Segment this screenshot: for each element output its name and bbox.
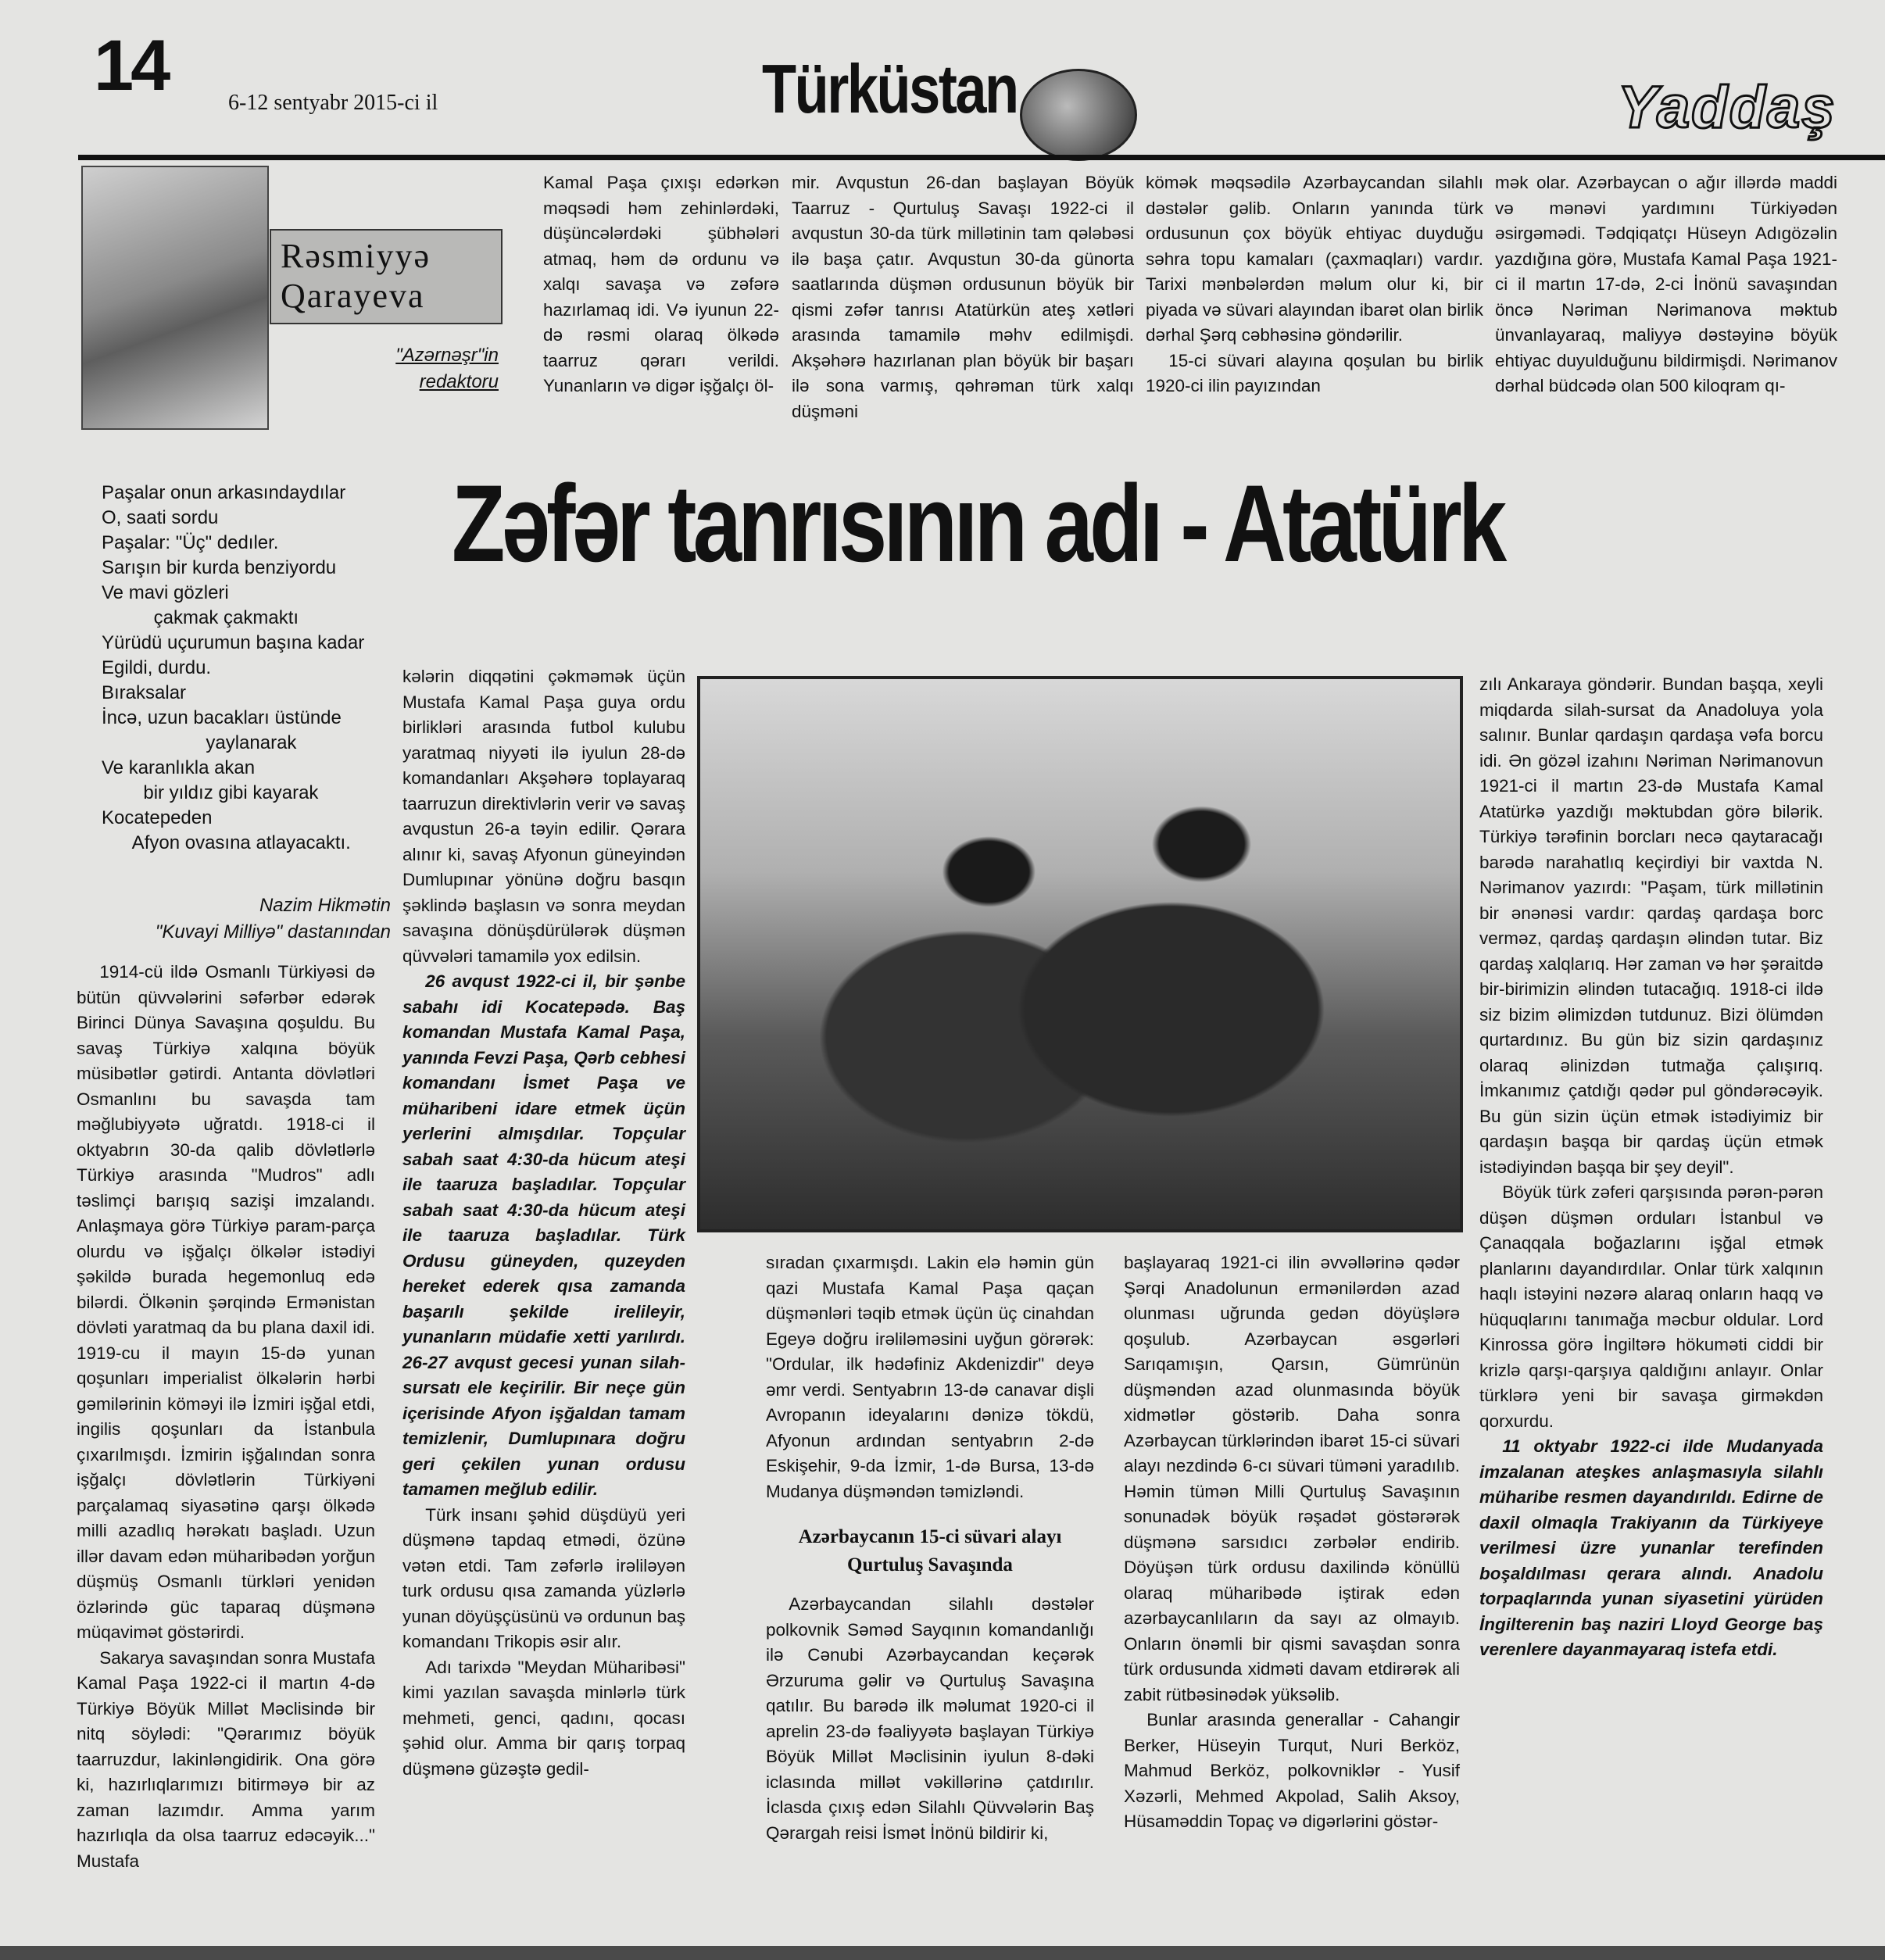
paragraph: Azərbaycandan silahlı dəstələr polkovnik Səməd Sayqının komandanlığı ilə Cənubi Azərbaycandan keçərək Ərzuruma gəlir və Qurtuluş Savaşına qatılır. Bu barədə ilk məlumat 1920-ci il aprelin 23-də fəaliyyətə başlayan Türkiyə Böyük Millət Məclisinin iyulun 8-dəki iclasında millət vəkillərinə çatdırılır. İclasda çıxış edən Silahlı Qüvvələrin Baş Qərargah reisi İsmət İnönü bildirir ki, — [766, 1594, 1094, 1843]
author-role — [366, 342, 499, 395]
paragraph: 15-ci süvari alayına qoşulan bu birlik 1920-ci ilin payızından — [1146, 350, 1483, 395]
paragraph: Böyük türk zəferi qarşısında pərən-pərən düşən düşmən orduları İstanbul və Çanaqqala boğazlarını işğal etmək planlarını dayandırdılar. Onlar türk xalqının haqlı istəyini nəzərə alaraq onların haqq və hüquqlarını tanımağa məcbur oldular. Lord Kinrossa görə İngiltərə hökuməti ciddi bir krizlə qarşı-qarşıya qaldığını anlayır. Onlar türklərə yeni bir savaşa girməkdən qorxurdu. — [1479, 1182, 1823, 1431]
paragraph: mək olar. Azərbaycan o ağır illərdə maddi və mənəvi yardımını Türkiyədən əsirgəmədi. Tədqiqatçı Hüseyn Adıgözəlin yazdığına görə, Mustafa Kamal Paşa 1921-ci il martın 17-də, 2-ci İnönü savaşından öncə Nəriman Nərimanova məktub ünvanlayaraq, maliyyə dəstəyinə böyük ehtiyac duyulduğunu bildirmişdi. Nərimanov dərhal büdcədə olan 500 kiloqram qı- — [1495, 173, 1837, 395]
poem-line: O, saati sordu — [102, 507, 219, 528]
top-column-3 — [1146, 170, 1483, 399]
newspaper-masthead: Türküstan — [762, 50, 1018, 127]
poem-line: Ve karanlıkla akan — [102, 757, 256, 778]
poem-line: Afyon ovasına atlayacaktı. — [102, 832, 351, 853]
right-lower-column — [1124, 1250, 1460, 1835]
header-rule — [78, 155, 1885, 160]
top-column-1 — [543, 170, 779, 399]
page-number: 14 — [94, 26, 168, 106]
poem-credit-author: Nazim Hikmətin — [259, 895, 391, 916]
paragraph: Bunlar arasında generallar - Cahangir Berker, Hüseyin Turqut, Nuri Berköz, Mahmud Berköz, polkovniklər - Yusif Xəzərli, Mehmed Akpolad, Salih Aksoy, Hüsaməddin Topaç və digərlərini göstər- — [1124, 1710, 1460, 1831]
poem-line: Egildi, durdu. — [102, 657, 212, 678]
paragraph: mir. Avqustun 26-dan başlayan Böyük Taarruz - Qurtuluş Savaşı 1922-ci il avqustun 30-da türk millətinin tam qələbəsi ilə başa çatır. Avqustun 30-da günorta saatlarında düşmən ordusunun böyük bir qismi zəfər tanrısı Atatürkün ateş xətləri arasında tamamilə məhv edilmişdi. Akşəhərə hazırlanan plan böyük bir başarı ilə sona varmış, qəhrəman türk xalqı düşməni — [792, 173, 1134, 421]
historical-photo — [697, 676, 1463, 1232]
author-name-line1: Rəsmiyyə — [281, 237, 431, 275]
paragraph: Türk insanı şəhid düşdüyü yeri düşmənə tapdaq etmədi, özünə vətən etdi. Tam zəfərlə irəliləyən turk ordusu qısa zamanda yüzlərlə yunan döyüşçüsünü və ordunun baş komandanı Trikopis əsir alır. — [402, 1504, 685, 1651]
middle-column — [402, 664, 685, 1782]
poem-credit — [102, 892, 391, 946]
poem-line: çakmak çakmaktı — [102, 607, 299, 628]
poem-line: Paşalar onun arkasındaydılar — [102, 482, 346, 503]
poem-line: Paşalar: "Üç" dedıler. — [102, 532, 279, 553]
issue-date: 6-12 sentyabr 2015-ci il — [228, 91, 438, 115]
paragraph: Kamal Paşa çıxışı edərkən məqsədi həm zehinlərdəki, düşüncələrdəki şübhələri atmaq, həm də ordunu və xalqı savaşa və zəfərə hazırlamaq idi. Və iyunun 22-də rəsmi olaraq ölkədə taarruz qərarı verildi. Yunanların və digər işğalçı öl- — [543, 173, 779, 395]
poem-line: yaylanarak — [102, 732, 297, 753]
paragraph: Sakarya savaşından sonra Mustafa Kamal Paşa 1922-ci il martın 4-də Türkiyə Böyük Millət Məclisində bir nitq söylədi: "Qərarımız böyük taarruzdur, lakinləngidirik. Ona görə ki, hazırlıqlarımızı bitirməyə bir az zaman lazımdır. Amma yarım hazırlıqla da olsa taarruz edəcəyik..." Mustafa — [77, 1647, 375, 1871]
author-role-line1: "Azərnəşr"in — [395, 345, 499, 366]
poem-line: bir yıldız gibi kayarak — [102, 782, 319, 803]
author-name-line2: Qarayeva — [281, 276, 425, 315]
footer-rule — [0, 1946, 1885, 1960]
author-name-box — [270, 229, 503, 324]
far-right-column — [1479, 672, 1823, 1663]
paragraph: sıradan çıxarmışdı. Lakin elə həmin gün qazi Mustafa Kamal Paşa qaçan düşmənləri təqib etmək üçün üç cinahdan Egeyə doğru irəliləməsini uyğun görərək: "Ordular, ilk hədəfiniz Akdenizdir" deyə əmr verdi. Sentyabrın 13-də canavar dişli Avropanın ideyalarını dənizə tökdü, Afyonun ardından sentyabrın 2-də Eskişehir, 9-da İzmir, 1-də Bursa, 13-də Mudanya düşməndən təmizləndi. — [766, 1253, 1094, 1501]
epigraph-poem — [102, 481, 399, 856]
paragraph: Adı tarixdə "Meydan Müharibəsi" kimi yazılan savaşda minlərlə türk mehmeti, genci, qadını, qocası şəhid olur. Amma bir qarış torpaq düşmənə güzəştə gedil- — [402, 1657, 685, 1779]
section-title: Yaddaş — [1618, 74, 1837, 141]
paragraph: kömək məqsədilə Azərbaycandan silahlı dəstələr gəlib. Onların yanında türk ordusunun çox böyük ehtiyac duyduğu səhra topu kamaları (çaxmaqları) vardır. Tarixi mənbələrdən məlum olur ki, bir piyada və süvari alayından ibarət olan birlik dərhal Şərq cəbhəsinə göndərilir. — [1146, 173, 1483, 345]
center-lower-column — [766, 1250, 1094, 1846]
poem-line: Ve mavi gözleri — [102, 582, 229, 603]
paragraph: 1914-cü ildə Osmanlı Türkiyəsi də bütün qüvvələrini səfərbər edərək Birinci Dünya Savaşına qoşuldu. Bu savaş Türkiyə xalqına böyük müsibətlər gətirdi. Antanta dövlətləri Osmanlını bu savaşda tam məğlubiyyətə uğratdı. 1918-ci il oktyabrın 30-da qalib dövlətlərlə Türkiyə arasında "Mudros" adlı təslimçi barışıq sazişi imzalandı. Anlaşmaya görə Türkiyə param-parça olurdu və işğalçı ölkələr istədiyi şəkildə burada hegemonluq edə bilərdi. Ölkənin şərqində Ermənistan dövləti yaratmaq da bu plana daxil idi. 1919-cu il mayın 15-də yunan qoşunları imperialist ölkələrin hərbi gəmilərinin köməyi ilə İzmiri işğal etdi, ingilis qoşunları da İstanbula çıxarılmışdı. İzmirin işğalından sonra işğalçı dövlətlərin Türkiyəni parçalamaq siyasətinə qarşı ölkədə milli azadlıq hərəkatı başladı. Uzun illər davam edən müharibədən yorğun düşmüş Osmanlı türkləri yenidən özlərində güc taparaq düşmənə müqavimət göstərirdi. — [77, 962, 375, 1642]
top-column-2 — [792, 170, 1134, 424]
poem-credit-source: "Kuvayi Milliyə" dastanından — [155, 921, 391, 942]
author-role-line2: redaktoru — [419, 370, 499, 392]
poem-line: İncə, uzun bacakları üstünde — [102, 707, 342, 728]
article-headline: Zəfər tanrısının adı - Atatürk — [452, 462, 1504, 585]
poem-line: Kocatepeden — [102, 807, 213, 828]
subheading — [766, 1523, 1094, 1579]
author-photo — [81, 166, 269, 430]
paragraph-bold: 11 oktyabr 1922-ci ilde Mudanyada imzalanan ateşkes anlaşmasıyla silahlı müharibe resmen dayandırıldı. Edirne de daxil olmaqla Trakiyanın da Türkiyeye verilmesi üzre yunanlar terefinden boşaldılması qerara alındı. Anadolu torpaqlarında yunan siyasetini yürüden İngilterenin baş naziri Lloyd George baş verenlere dayanmayaraq istefa etdi. — [1479, 1436, 1823, 1659]
paragraph: başlayaraq 1921-ci ilin əvvəllərinə qədər Şərqi Anadolunun ermənilərdən azad olunması uğrunda gedən döyüşlərə qoşulub. Azərbaycan əsgərləri Sarıqamışın, Qarsın, Gümrünün düşməndən azad olunmasında böyük xidmətlər göstərib. Daha sonra Azərbaycan türklərindən ibarət 15-ci süvari alayı nezdində 6-cı süvari tüməni yaradılıb. Həmin tümən Milli Qurtuluş Savaşının sonunadək böyük rəşadət göstərərək düşmənə sarsıdıcı zərbələr endirib. Döyüşən türk ordusu daxilində könüllü olaraq müharibədə iştirak edən azərbaycanlıların da sayı az olmayıb. Onların önəmli bir qismi savaşdan sonra türk ordusunda xidməti davam etdirərək ali zabit rütbəsinədək yüksəlib. — [1124, 1253, 1460, 1704]
left-column — [77, 960, 375, 1874]
top-column-4 — [1495, 170, 1837, 399]
paragraph-bold: 26 avqust 1922-ci il, bir şənbe sabahı idi Kocatepədə. Baş komandan Mustafa Kamal Paşa, yanında Fevzi Paşa, Qərb cebhesi komandanı İsmet Paşa ve müharibeni idare etmek üçün yerlerini almışdılar. Topçular sabah saat 4:30-da hücum ateşi ile taaruza başladılar. Topçular sabah saat 4:30-da hücum ateşi ile taaruza başladılar. Türk Ordusu güneyden, quzeyden hereket ederek qısa zamanda başarılı şekilde irelileyir, yunanların müdafie xetti yarılırdı. 26-27 avqust gecesi yunan silah-sursatı ele keçirilir. Bir neçe gün içerisinde Afyon işğaldan tamam temizlenir, Dumlupınara doğru geri çekilen yunan ordusu tamamen meğlub edilir. — [402, 971, 685, 1499]
paragraph: zılı Ankaraya göndərir. Bundan başqa, xeyli miqdarda silah-sursat da Anadoluya yola salınır. Bunlar qardaşın qardaşa vəfa borcu idi. Ən gözəl izahını Nəriman Nərimanovun 1921-ci il martın 23-də Mustafa Kamal Atatürkə yazdığı məktubdan görə bilərik. Türkiyə tərəfinin borcları necə qaytaracağı barədə narahatlıq keçirdiyi bir vaxtda N. Nərimanov yazırdı: "Paşam, türk millətinin bir ənənəsi vardır: qardaş qardaşa borc verməz, qardaş qardaşın əlindən tutar. Biz qardaş xalqlarıq. Hər zaman və hər şəraitdə bir-birimizin əlindən tutacağıq. 1918-ci ildə siz bizim əlimizdən tutdunuz. Bizi ölümdən qurtardınız. Bu gün biz sizin qardaşınız olaraq əlinizdən tutmağa çalışırıq. İmkanımız çatdığı qədər pul göndərəcəyik. Bu gün sizin üçün etmək istədiyimiz bir qardaşın başqa bir qardaş üçün etmək istədiyindən başqa bir şey deyil". — [1479, 674, 1823, 1177]
poem-line: Yürüdü uçurumun başına kadar — [102, 632, 365, 653]
poem-line: Sarışın bir kurda benziyordu — [102, 557, 337, 578]
subheading-line1: Azərbaycanın 15-ci süvari alayı — [798, 1526, 1062, 1547]
subheading-line2: Qurtuluş Savaşında — [847, 1554, 1013, 1576]
poem-line: Bıraksalar — [102, 682, 187, 703]
globe-logo-icon — [1020, 69, 1137, 161]
paragraph: kələrin diqqətini çəkməmək üçün Mustafa Kamal Paşa guya ordu birlikləri arasında futbol kulubu yaratmaq niyyəti ilə iyulun 28-də komandanları Akşəhərə toplayaraq taarruzun direktivlərin verir və savaş avqustun 26-a təyin edilir. Qərara alınır ki, savaş Afyonun güneyindən Dumlupınar yönünə doğru basqın şəklində başlasın və sonra meydan savaşına dönüşdürülərək düşmən qüvvələri tamamilə yox edilsin. — [402, 667, 685, 966]
